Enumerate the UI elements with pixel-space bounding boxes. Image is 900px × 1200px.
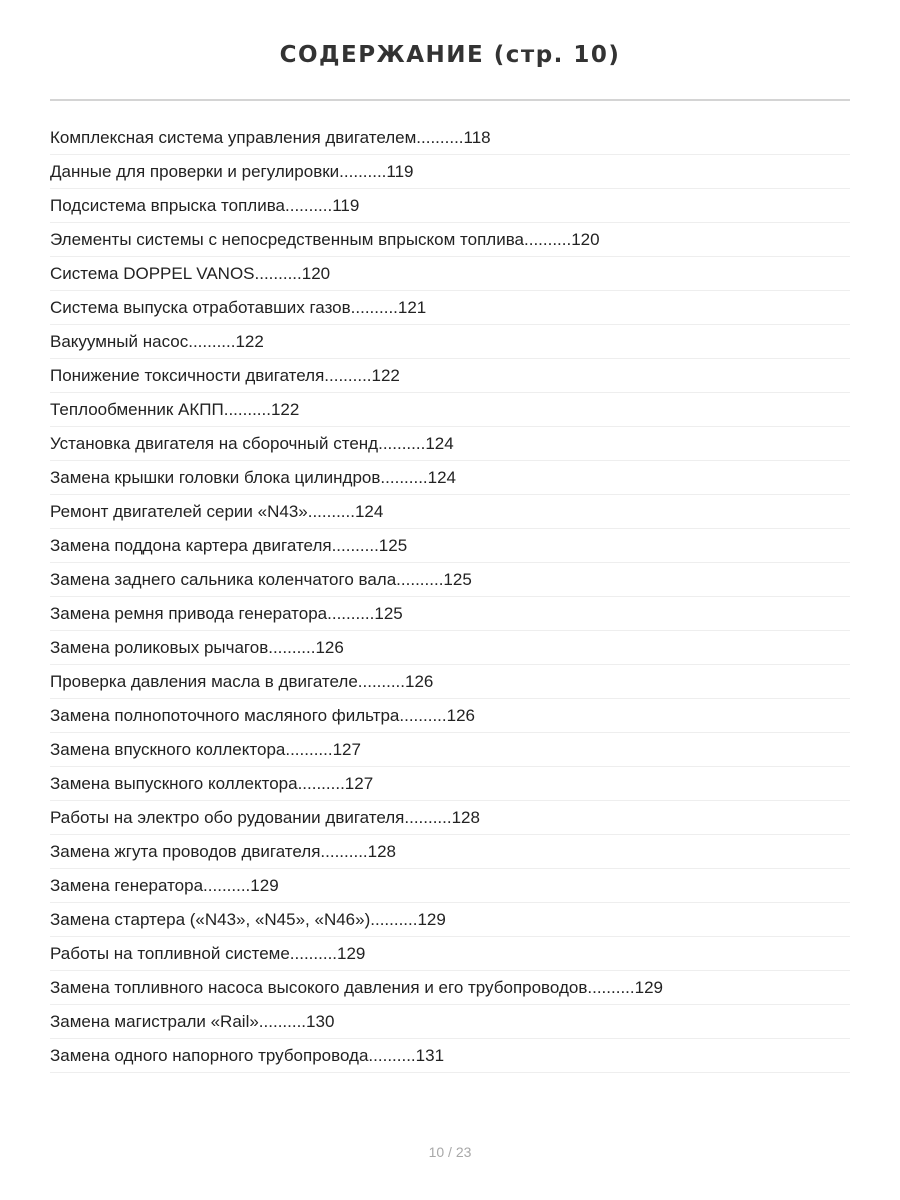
toc-entry[interactable]: Замена генератора..........129 [50, 869, 850, 903]
toc-entry[interactable]: Подсистема впрыска топлива..........119 [50, 189, 850, 223]
toc-entry[interactable]: Система DOPPEL VANOS..........120 [50, 257, 850, 291]
toc-entry[interactable]: Замена выпускного коллектора..........127 [50, 767, 850, 801]
toc-entry[interactable]: Замена роликовых рычагов..........126 [50, 631, 850, 665]
toc-entry[interactable]: Элементы системы с непосредственным впрыском топлива..........120 [50, 223, 850, 257]
toc-entry[interactable]: Замена впускного коллектора..........127 [50, 733, 850, 767]
toc-entry[interactable]: Замена ремня привода генератора..........125 [50, 597, 850, 631]
toc-entry[interactable]: Комплексная система управления двигателем..........118 [50, 121, 850, 155]
toc-entry[interactable]: Вакуумный насос..........122 [50, 325, 850, 359]
toc-entry[interactable]: Работы на электро обо рудовании двигателя..........128 [50, 801, 850, 835]
toc-entry[interactable]: Замена крышки головки блока цилиндров..........124 [50, 461, 850, 495]
toc-entry[interactable]: Замена одного напорного трубопровода..........131 [50, 1039, 850, 1073]
toc-entry[interactable]: Теплообменник АКПП..........122 [50, 393, 850, 427]
toc-entry[interactable]: Замена магистрали «Rail»..........130 [50, 1005, 850, 1039]
toc-entry[interactable]: Проверка давления масла в двигателе..........126 [50, 665, 850, 699]
toc-entry[interactable]: Работы на топливной системе..........129 [50, 937, 850, 971]
toc-entry[interactable]: Замена топливного насоса высокого давления и его трубопроводов..........129 [50, 971, 850, 1005]
toc-entry[interactable]: Замена стартера («N43», «N45», «N46»)..........129 [50, 903, 850, 937]
toc-entry[interactable]: Понижение токсичности двигателя..........122 [50, 359, 850, 393]
toc-entry[interactable]: Данные для проверки и регулировки..........119 [50, 155, 850, 189]
toc-entry[interactable]: Система выпуска отработавших газов..........121 [50, 291, 850, 325]
page-indicator: 10 / 23 [428, 1144, 472, 1160]
toc-entry[interactable]: Замена полнопоточного масляного фильтра..........126 [50, 699, 850, 733]
toc-entry[interactable]: Установка двигателя на сборочный стенд..........124 [50, 427, 850, 461]
toc-entry[interactable]: Ремонт двигателей серии «N43»..........124 [50, 495, 850, 529]
toc-entry[interactable]: Замена поддона картера двигателя..........125 [50, 529, 850, 563]
title-divider [50, 99, 850, 101]
toc-entry[interactable]: Замена заднего сальника коленчатого вала..........125 [50, 563, 850, 597]
page-title: СОДЕРЖАНИЕ (стр. 10) [279, 42, 621, 68]
toc-entry[interactable]: Замена жгута проводов двигателя..........128 [50, 835, 850, 869]
table-of-contents [50, 121, 850, 1073]
